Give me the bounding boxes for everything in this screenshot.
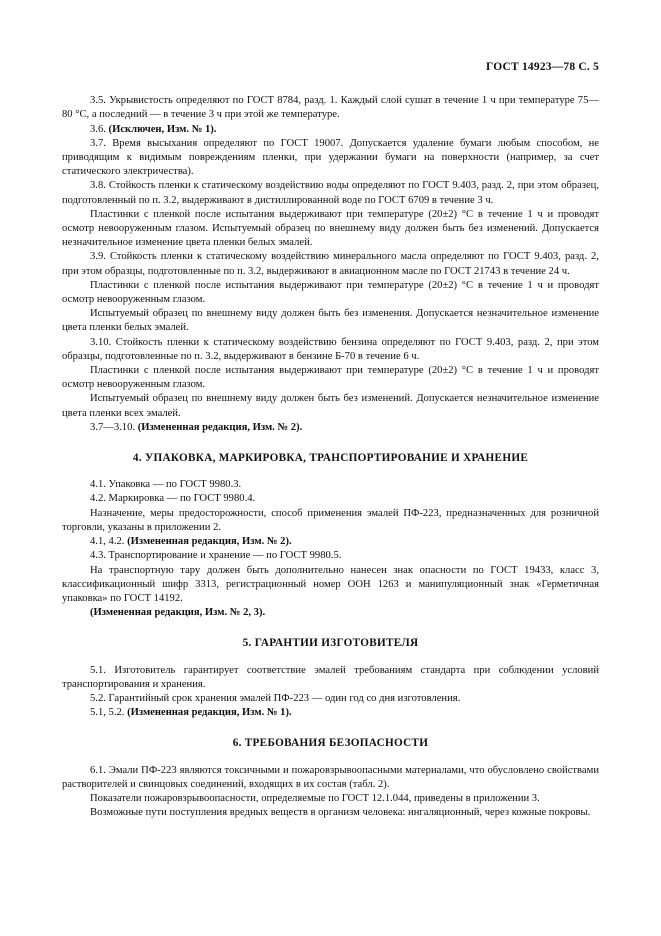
amendment-note: (Измененная редакция, Изм. № 2). [137,421,303,433]
amendment-note: (Измененная редакция, Изм. № 2, 3). [90,607,266,619]
paragraph-3-9-result: Испытуемый образец по внешнему виду должен быть без изменения. Допускается незначительное изменение цвета пленки белых эмалей. [62,308,599,334]
paragraph-3-6 [62,123,599,137]
paragraph-3-7-3-10-note [62,421,599,435]
paragraph-6-1-continued: Показатели пожаровзрывоопасности, определяемые по ГОСТ 12.1.044, приведены в приложении 3. [90,792,540,804]
page-header: ГОСТ 14923—78 С. 5 [486,61,599,73]
clause-number: 4.1, 4.2. [90,536,125,548]
paragraph-6-1-routes: Возможные пути поступления вредных веществ в организм человека: ингаляционный, через кожные покровы. [90,807,591,819]
paragraph-3-5: 3.5. Укрывистость определяют по ГОСТ 8784, разд. 1. Каждый слой сушат в течение 1 ч при температуре 75—80 °С, а последний — в течение 3 ч при этой же температуре. [62,95,599,121]
paragraph-3-10-continued: Пластинки с пленкой после испытания выдерживают при температуре (20±2) °С в течение 1 ч и проводят осмотр невооруженным глазом. [62,365,599,391]
paragraph-5-1: 5.1. Изготовитель гарантирует соответствие эмалей требованиям стандарта при соблюдении условий транспортирования и хранения. [62,664,599,690]
paragraph-4-2-continued: Назначение, меры предосторожности, способ применения эмалей ПФ-223, предназначенных для розничной торговли, указаны в приложении 2. [62,507,599,533]
paragraph-6-1: 6.1. Эмали ПФ-223 являются токсичными и пожаровзрывоопасными материалами, что обусловлено свойствами растворителей и свинцовых соединений, входящих в их состав (табл. 2). [62,764,599,790]
document-page [62,60,599,820]
paragraph-5-1-5-2-note [62,706,599,720]
paragraph-3-9-continued: Пластинки с пленкой после испытания выдерживают при температуре (20±2) °С в течение 1 ч и проводят осмотр невооруженным глазом. [62,279,599,306]
amendment-note: (Исключен, Изм. № 1). [108,123,217,135]
section-6-title: 6. ТРЕБОВАНИЯ БЕЗОПАСНОСТИ [232,737,429,750]
clause-number: 5.1, 5.2. [90,707,125,719]
paragraph-3-7: 3.7. Время высыхания определяют по ГОСТ 19007. Допускается удаление бумаги любым способом, не приводящим к видимым повреждениям пленки, при удержании бумаги на поверхности (например, за счет статического электричества). [62,137,599,178]
paragraph-4-1: 4.1. Упаковка — по ГОСТ 9980.3. [90,479,242,491]
paragraph-5-2: 5.2. Гарантийный срок хранения эмалей ПФ-223 — один год со дня изготовления. [90,692,461,704]
paragraph-3-9: 3.9. Стойкость пленки к статическому воздействию минерального масла определяют по ГОСТ 9.403, разд. 2, при этом образцы, подготовленные по п. 3.2, выдерживают в авиационном масле по ГОСТ 21743 в течение 24 ч. [62,251,599,277]
paragraph-4-1-4-2-note [62,535,599,549]
paragraph-4-2: 4.2. Маркировка — по ГОСТ 9980.4. [90,493,256,505]
paragraph-4-3-note [62,606,599,620]
amendment-note: (Измененная редакция, Изм. № 1). [127,707,292,719]
paragraph-3-10: 3.10. Стойкость пленки к статическому воздействию бензина определяют по ГОСТ 9.403, разд. 2, при этом образцы, подготовленные по п. 3.2, выдерживают в бензине Б-70 в течение 6 ч. [62,336,599,362]
amendment-note: (Измененная редакция, Изм. № 2). [127,536,292,548]
paragraph-4-3-continued: На транспортную тару должен быть дополнительно нанесен знак опасности по ГОСТ 19433, класс 3, классификационный шифр 3313, регистрационный номер ООН 1263 и манипуляционный знак «Герметичная упаковка» по ГОСТ 14192. [62,564,599,604]
clause-number: 3.7—3.10. [90,421,136,433]
clause-number: 3.6. [90,123,106,135]
section-4-title: 4. УПАКОВКА, МАРКИРОВКА, ТРАНСПОРТИРОВАНИЕ И ХРАНЕНИЕ [132,452,529,465]
paragraph-3-10-result: Испытуемый образец по внешнему виду должен быть без изменений. Допускается незначительное изменение цвета пленки всех эмалей. [62,393,599,419]
paragraph-3-8-continued: Пластинки с пленкой после испытания выдерживают при температуре (20±2) °С в течение 1 ч и проводят осмотр невооруженным глазом. Испытуемый образец по внешнему виду должен быть без изменений. Допускается незначительное изменение цвета пленки белых эмалей. [62,208,599,249]
section-5-title: 5. ГАРАНТИИ ИЗГОТОВИТЕЛЯ [242,637,419,650]
paragraph-3-8: 3.8. Стойкость пленки к статическому воздействию воды определяют по ГОСТ 9.403, разд. 2, при этом образец, подготовленный по п. 3.2, выдерживают в дистиллированной воде по ГОСТ 6709 в течение 3 ч. [62,180,599,206]
paragraph-4-3: 4.3. Транспортирование и хранение — по ГОСТ 9980.5. [90,550,342,562]
